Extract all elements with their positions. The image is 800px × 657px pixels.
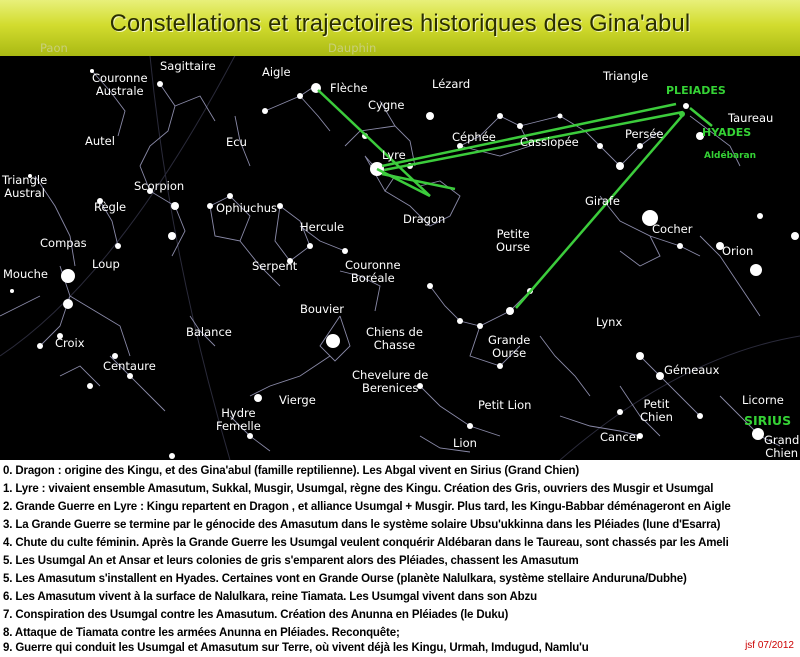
legend-line-4: 4. Chute du culte féminin. Après la Grande Guerre les Usumgal veulent conquérir Aldébaran dans le Taureau, sont chassés par les Ameli: [3, 537, 729, 549]
legend: [0, 460, 800, 657]
label-cancer: Cancer: [600, 430, 641, 444]
label-gemeaux: Gémeaux: [664, 363, 720, 377]
label-petit-lion: Petit Lion: [478, 398, 532, 412]
label-sagittaire: Sagittaire: [160, 59, 216, 73]
label-couronne-australe-text: Couronne Australe: [92, 71, 148, 98]
legend-line-9: 9. Guerre qui conduit les Usumgal et Amasutum sur Terre, où vivent déjà les Kingu, Urmah, Imdugud, Namlu'u: [3, 642, 589, 654]
star-map: [0, 56, 800, 460]
label-grand-chien: [764, 434, 799, 460]
label-cygne: Cygne: [368, 98, 405, 112]
label-pleiades: PLEIADES: [666, 84, 726, 97]
legend-line-1: 1. Lyre : vivaient ensemble Amasutum, Sukkal, Musgir, Usumgal, règne des Kingu. Création des Gris, ouvriers des Musgir et Usumgal: [3, 483, 714, 495]
label-hercule: Hercule: [300, 220, 345, 234]
label-balance: Balance: [186, 325, 232, 339]
label-dragon: Dragon: [403, 212, 446, 226]
credit: jsf 07/2012: [745, 640, 794, 651]
label-girafe: Girafe: [585, 194, 621, 208]
label-lynx: Lynx: [596, 315, 623, 329]
title-banner: [0, 0, 800, 56]
label-couronne-australe: [92, 72, 148, 98]
faint-label-dauphin: Dauphin: [328, 41, 377, 55]
label-hydre-femelle-text: Hydre Femelle: [216, 406, 261, 433]
label-taureau: Taureau: [728, 111, 774, 125]
label-petit-chien-text: Petit Chien: [640, 397, 673, 424]
label-orion: Orion: [722, 244, 754, 258]
label-grand-chien-text: Grand Chien: [764, 433, 800, 460]
page-title: Constellations et trajectoires historiques des Gina'abul: [109, 11, 691, 37]
label-triangle-austral-text: Triangle Austral: [2, 173, 48, 200]
label-ophiuchus: Ophiuchus: [216, 201, 278, 215]
label-loup: Loup: [92, 257, 120, 271]
label-triangle: Triangle: [603, 69, 649, 83]
label-persee: Persée: [625, 127, 664, 141]
legend-line-5b: 5. Les Amasutum s'installent en Hyades. Certaines vont en Grande Ourse (planète Nalulkara, système stellaire Anduruna/Dubhe): [3, 573, 687, 585]
legend-line-2: 2. Grande Guerre en Lyre : Kingu repartent en Dragon , et alliance Usumgal + Musgir. Plus tard, les Kingu-Babbar déménageront en Aigle: [3, 501, 731, 513]
label-couronne-boreale-text: Couronne Boréale: [345, 258, 401, 285]
label-aigle: Aigle: [262, 65, 291, 79]
label-triangle-austral: [2, 174, 47, 200]
label-sirius: SIRIUS: [744, 413, 792, 428]
label-regle: Règle: [94, 200, 127, 214]
legend-line-3: 3. La Grande Guerre se termine par le génocide des Amasutum dans le système solaire Ubsu'ukkinna dans les Pléiades (lune d'Esarra): [3, 519, 721, 531]
label-cassiopee: Cassiopée: [520, 135, 579, 149]
label-ecu: Ecu: [226, 135, 247, 149]
label-cocher: Cocher: [652, 222, 693, 236]
label-chiens-de-chasse: [366, 326, 423, 352]
label-chevelure-de-berenices: [352, 369, 428, 395]
label-croix: Croix: [55, 336, 85, 350]
trajectory-nodes: [679, 111, 685, 117]
legend-line-8: 8. Attaque de Tiamata contre les armées Anunna en Pléiades. Reconquête;: [3, 627, 400, 639]
label-lyre: Lyre: [382, 148, 406, 162]
label-hydre-femelle: [216, 407, 261, 433]
legend-line-7: 7. Conspiration des Usumgal contre les Amasutum. Création des Anunna en Pléiades (le Duku): [3, 609, 509, 621]
faint-label-paon: Paon: [40, 41, 68, 55]
label-fleche: Flèche: [330, 81, 368, 95]
label-vierge: Vierge: [279, 393, 316, 407]
label-petite-ourse: [496, 228, 530, 254]
label-cephee: Céphée: [452, 130, 496, 144]
label-licorne: Licorne: [742, 393, 784, 407]
label-chevelure-text: Chevelure de Berenices: [352, 368, 429, 395]
label-hyades: HYADES: [702, 126, 752, 139]
legend-line-6: 6. Les Amasutum vivent à la surface de Nalulkara, reine Tiamata. Les Usumgal vivent dans son Abzu: [3, 591, 538, 603]
stars: [10, 69, 799, 459]
label-serpent: Serpent: [252, 259, 298, 273]
label-lion: Lion: [453, 436, 477, 450]
label-mouche: Mouche: [3, 267, 48, 281]
label-couronne-boreale: [345, 259, 401, 285]
legend-line-0: 0. Dragon : origine des Kingu, et des Gina'abul (famille reptilienne). Les Abgal vivent en Sirius (Grand Chien): [3, 465, 580, 477]
label-lezard: Lézard: [432, 77, 471, 91]
label-compas: Compas: [40, 236, 87, 250]
label-petit-chien: [640, 398, 673, 424]
label-grande-ourse-text: Grande Ourse: [488, 333, 531, 360]
label-chiens-de-chasse-text: Chiens de Chasse: [366, 325, 423, 352]
label-aldebaran: Aldébaran: [704, 151, 757, 161]
label-grande-ourse: [488, 334, 530, 360]
legend-line-5a: 5. Les Usumgal An et Ansar et leurs colonies de gris s'emparent alors des Pléiades, chassent les Amasutum: [3, 555, 579, 567]
label-centaure: Centaure: [103, 359, 156, 373]
label-petite-ourse-text: Petite Ourse: [496, 227, 531, 254]
label-scorpion: Scorpion: [134, 179, 185, 193]
label-bouvier: Bouvier: [300, 302, 345, 316]
label-autel: Autel: [85, 134, 115, 148]
